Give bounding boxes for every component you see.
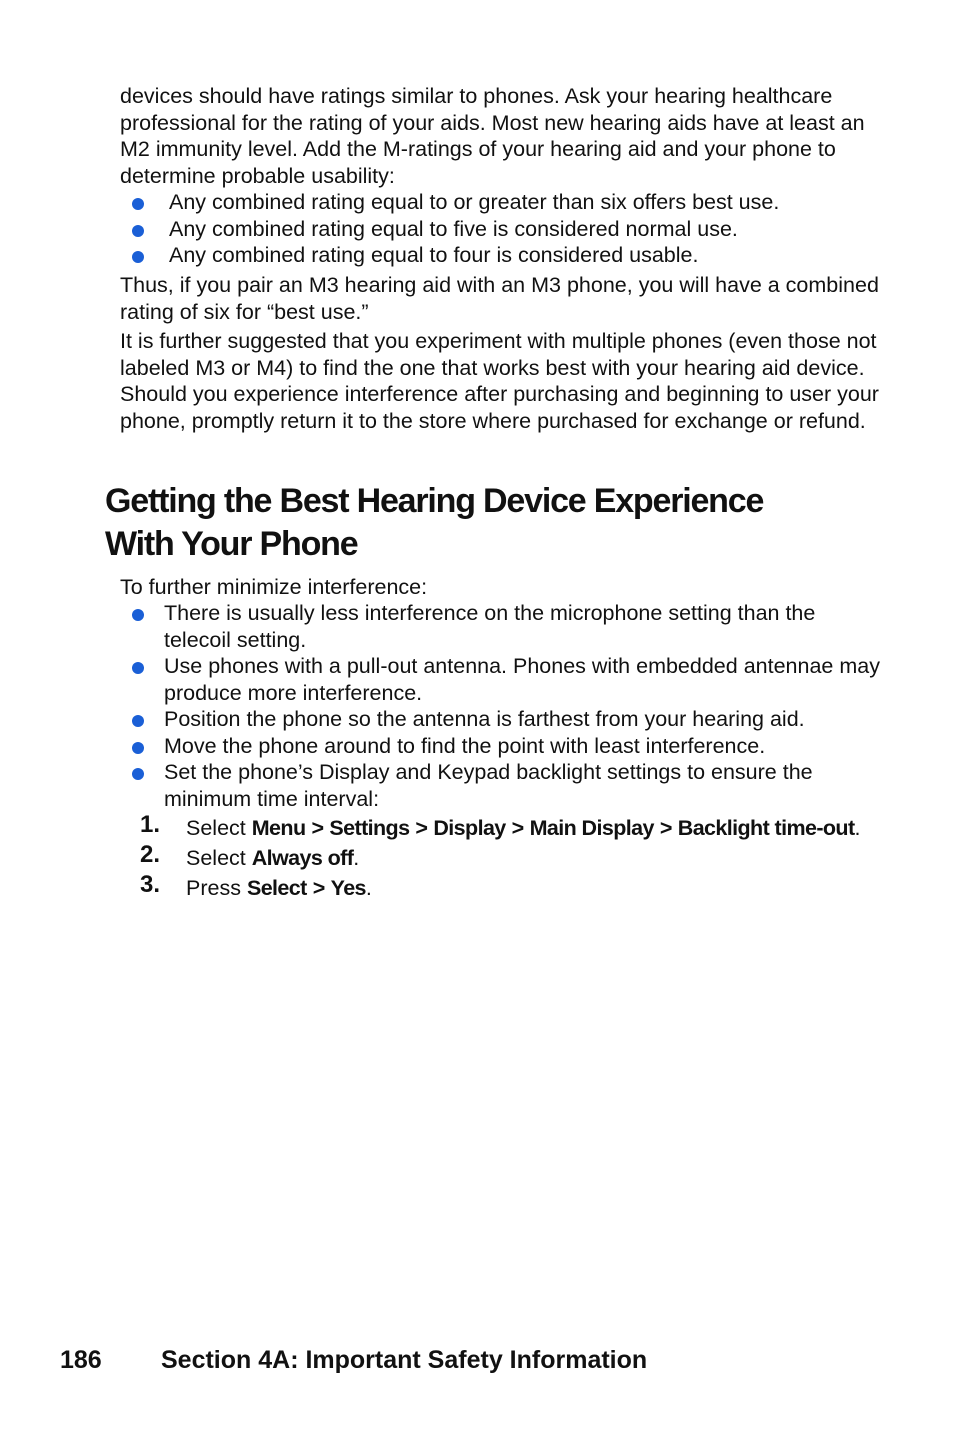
list-item: There is usually less interference on the microphone setting than the telecoil setting.	[120, 600, 880, 653]
section-heading-line-1: Getting the Best Hearing Device Experience	[105, 482, 764, 520]
list-item: Any combined rating equal to four is considered usable.	[120, 242, 880, 269]
step-3: 3. Press Select > Yes.	[140, 871, 372, 900]
bullet-dot-icon	[132, 225, 144, 237]
steps-list	[120, 813, 880, 903]
step-number: 2.	[140, 841, 161, 868]
step-number: 3.	[140, 871, 161, 898]
experiment-paragraph: It is further suggested that you experiment with multiple phones (even those not labeled M3 or M4) to find the one that works best with your hearing aid device. Should you experience interference after purchasing and beginning to user your phone, promptly return it to the store where purchased for exchange or refund.	[120, 329, 879, 433]
ui-term: Backlight time-out	[677, 816, 855, 840]
bullet-dot-icon	[132, 768, 144, 780]
footer-section-title: Section 4A: Important Safety Information	[161, 1346, 648, 1374]
page-number: 186	[60, 1346, 102, 1374]
step-2: 2. Select Always off.	[140, 841, 360, 870]
section-heading-line-2: With Your Phone	[105, 525, 358, 563]
tips-bullet-list	[120, 600, 880, 812]
bullet-dot-icon	[132, 715, 144, 727]
step-number: 1.	[140, 811, 161, 838]
ui-term: Select	[246, 876, 307, 900]
bullet-dot-icon	[132, 609, 144, 621]
bullet-dot-icon	[132, 198, 144, 210]
pair-paragraph: Thus, if you pair an M3 hearing aid with an M3 phone, you will have a combined rating of six for “best use.”	[120, 273, 879, 324]
page-footer	[60, 1343, 900, 1377]
step-1: 1. Select Menu > Settings > Display > Main Display > Backlight time-out.	[140, 811, 861, 840]
list-item: Any combined rating equal to five is considered normal use.	[120, 216, 880, 243]
section-heading	[105, 480, 885, 566]
bullet-dot-icon	[132, 251, 144, 263]
list-item: Set the phone’s Display and Keypad backlight settings to ensure the minimum time interval:	[120, 759, 880, 812]
ui-term: Always off	[251, 846, 354, 870]
intro-paragraph: devices should have ratings similar to phones. Ask your hearing healthcare professional for the rating of your aids. Most new hearing aids have at least an M2 immunity level. Add the M-ratings of your hearing aid and your phone to determine probable usability:	[120, 84, 865, 188]
ui-term: Display	[433, 816, 506, 840]
ui-term: Yes	[330, 876, 366, 900]
ui-term: Menu	[251, 816, 306, 840]
list-item: Move the phone around to find the point with least interference.	[120, 733, 880, 760]
ui-term: Settings	[329, 816, 410, 840]
list-item: Use phones with a pull-out antenna. Phones with embedded antennae may produce more interference.	[120, 653, 880, 706]
bullet-dot-icon	[132, 742, 144, 754]
rating-bullet-list	[120, 189, 880, 269]
minimize-intro: To further minimize interference:	[120, 575, 428, 599]
ui-term: Main Display	[529, 816, 654, 840]
list-item: Any combined rating equal to or greater than six offers best use.	[120, 189, 880, 216]
bullet-dot-icon	[132, 662, 144, 674]
list-item: Position the phone so the antenna is farthest from your hearing aid.	[120, 706, 880, 733]
